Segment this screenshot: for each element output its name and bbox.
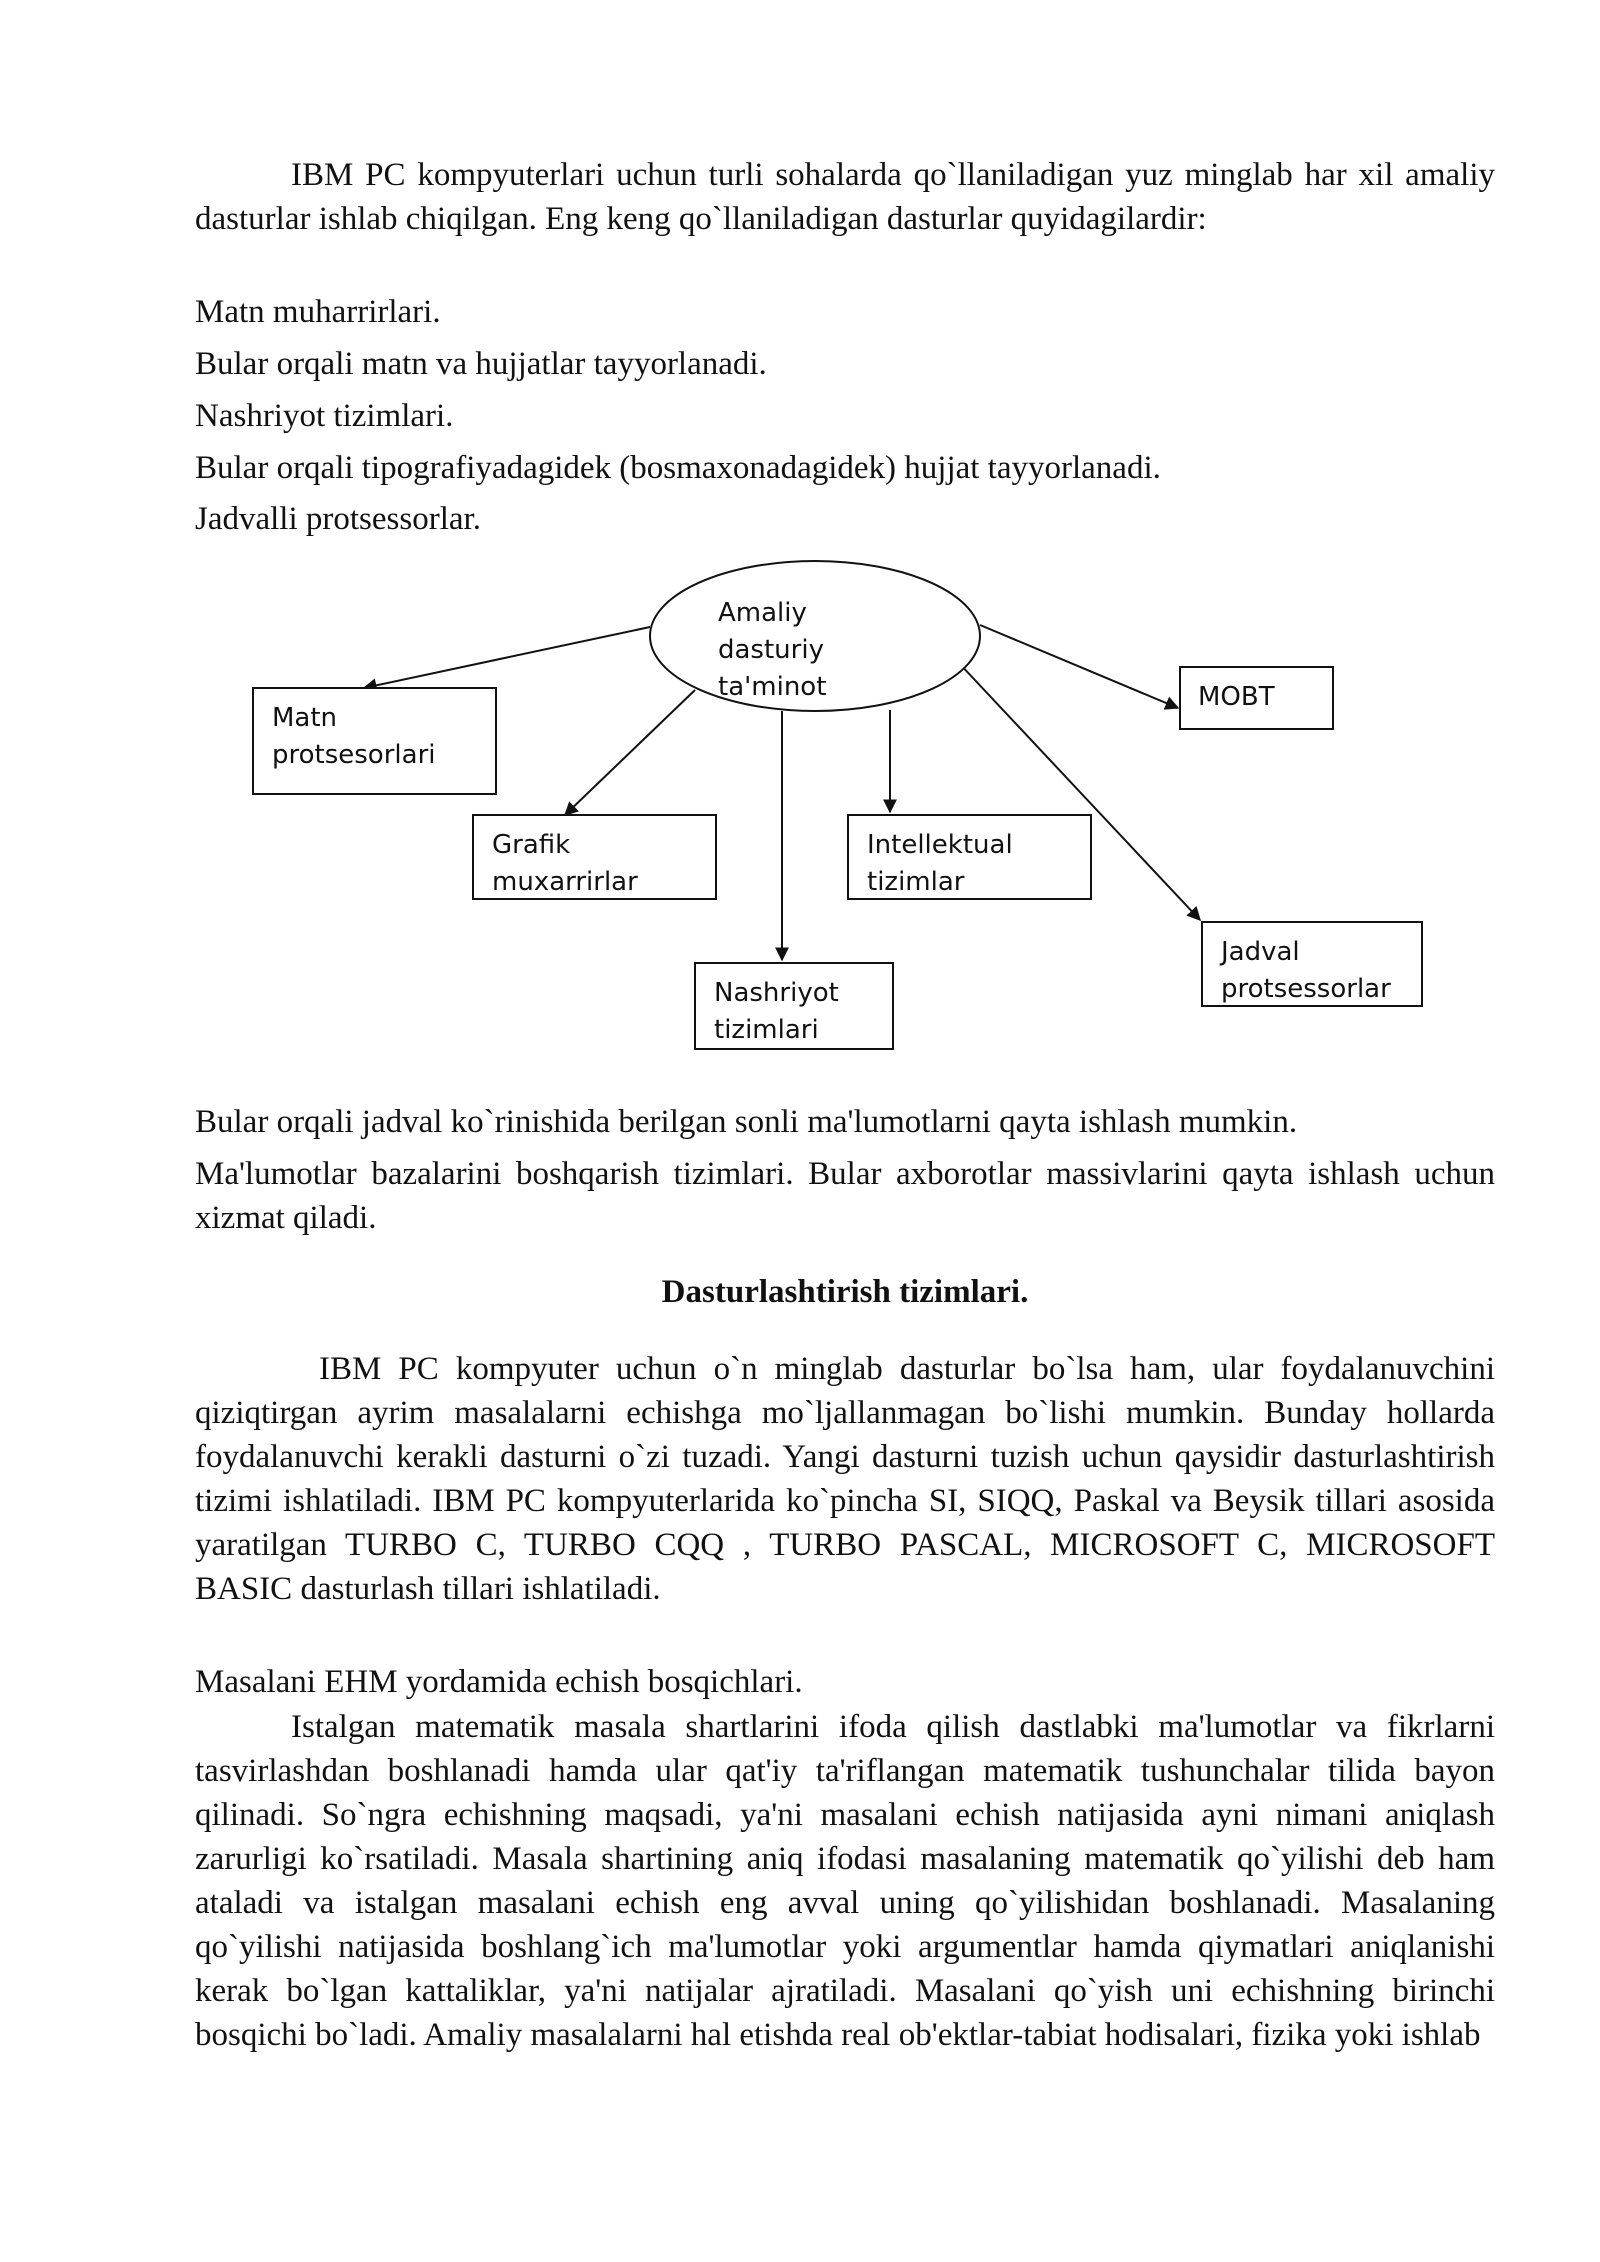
ibm-paragraph: IBM PC kompyuter uchun o`n minglab dasturlar bo`lsa ham, ular foydalanuvchini qiziqtirgan ayrim masalalarni echishga mo`ljallanmagan bo`lishi mumkin. Bunday hollarda foydalanuvchi kerakli dasturni o`zi tuzadi. Yangi dasturni tuzish uchun qaysidir dasturlashtirish tizimi ishlatiladi. IBM PC kompyuterlarida ko`pincha SI, SIQQ, Paskal va Beysik tillari asosida yaratilgan TURBO C, TURBO CQQ , TURBO PASCAL, MICROSOFT C, MICROSOFT BASIC dasturlash tillari ishlatiladi. xyxy=(195,1351,1495,1607)
mbbt-paragraph: Ma'lumotlar bazalarini boshqarish tizimlari. Bular axborotlar massivlarini qayta ishlash uchun xizmat qiladi. xyxy=(195,1156,1495,1236)
center-node-label: Amaliy dasturiy ta'minot xyxy=(718,598,827,702)
nashriyot-node-label: Nashriyot tizimlari xyxy=(714,978,839,1045)
masala-title: Masalani EHM yordamida echish bosqichlari. xyxy=(195,1664,803,1700)
matn-title: Matn muharrirlari. xyxy=(195,294,441,330)
matn-node-label: Matn protsesorlari xyxy=(272,703,436,770)
masala-paragraph: Istalgan matematik masala shartlarini ifoda qilish dastlabki ma'lumotlar va fikrlarni tasvirlashdan boshlanadi hamda ular qat'iy ta'riflangan matematik tushunchalar tilida bayon qilinadi. So`ngra echishning maqsadi, ya'ni masalani echish natijasida ayni nimani aniqlash zarurligi ko`rsatiladi. Masala shartining aniq ifodasi masalaning matematik qo`yilishi deb ham ataladi va istalgan masalani echish eng avval uning qo`yilishidan boshlanadi. Masalaning qo`yilishi natijasida boshlang`ich ma'lumotlar yoki argumentlar hamda qiymatlari aniqlanishi kerak bo`lgan kattaliklar, ya'ni natijalar ajratiladi. Masalani qo`yish uni echishning birinchi bosqichi bo`ladi. Amaliy masalalarni hal etishda real ob'ektlar-tabiat hodisalari, fizika yoki ishlab xyxy=(195,1709,1495,2053)
intellektual-node-label: Intellektual tizimlar xyxy=(867,830,1013,897)
arrow-to-grafik xyxy=(565,690,695,815)
nashriyot-description: Bular orqali tipografiyadagidek (bosmaxonadagidek) hujjat tayyorlanadi. xyxy=(195,450,1161,486)
jadval-description: Bular orqali jadval ko`rinishida berilgan sonli ma'lumotlarni qayta ishlash mumkin. xyxy=(195,1104,1298,1140)
grafik-node-label: Grafik muxarrirlar xyxy=(492,830,638,897)
intro-paragraph: IBM PC kompyuterlari uchun turli sohalarda qo`llaniladigan yuz minglab har xil amaliy dasturlar ishlab chiqilgan. Eng keng qo`llaniladigan dasturlar quyidagilardir: xyxy=(195,157,1495,237)
arrow-to-matn xyxy=(364,627,650,688)
nashriyot-title: Nashriyot tizimlari. xyxy=(195,398,454,434)
matn-description: Bular orqali matn va hujjatlar tayyorlanadi. xyxy=(195,346,767,382)
arrow-to-mobt xyxy=(980,625,1178,708)
jadval-node-label: Jadval protsessorlar xyxy=(1221,937,1391,1004)
software-diagram xyxy=(0,550,1600,1070)
mobt-node-label: MOBT xyxy=(1198,682,1275,712)
section-heading: Dasturlashtirish tizimlari. xyxy=(661,1274,1029,1310)
jadval-title: Jadvalli protsessorlar. xyxy=(195,501,481,537)
